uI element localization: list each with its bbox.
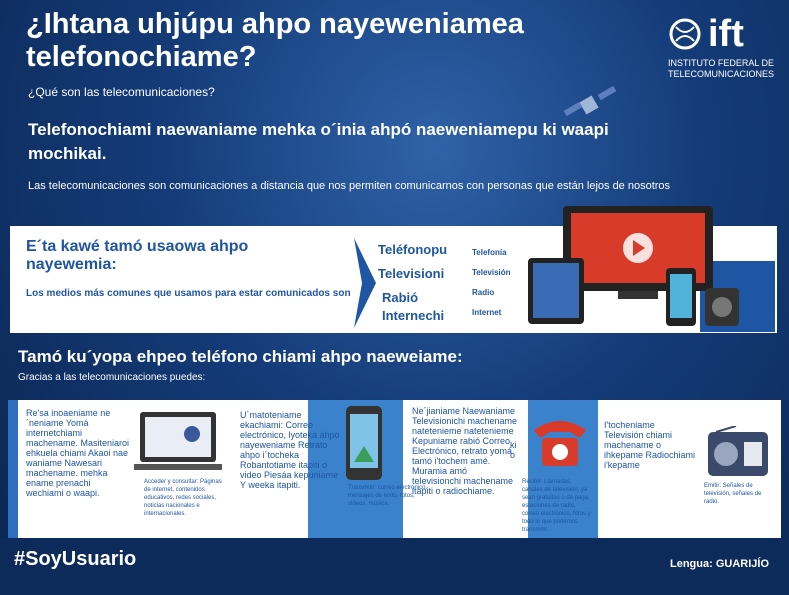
definition-spanish: Las telecomunicaciones son comunicaciones a distancia que nos permiten comunicarnos con personas que están lejos de nosotros xyxy=(28,180,671,192)
smartphone-icon xyxy=(344,406,384,480)
col-emit-spanish: Emitir: Señales de televisión, señales de radio. xyxy=(704,483,762,505)
col-access-spanish: Acceder y consultar: Páginas de internet, contenidos educativos, redes sociales, noticias nacionales e internacionales. xyxy=(144,479,222,517)
laptop-icon xyxy=(134,412,222,476)
chevron-right-icon xyxy=(354,238,376,328)
hashtag-label: #SoyUsuario xyxy=(14,548,137,570)
media-heading: E´ta kawé tamó usaowa ahpo nayewemia: xyxy=(26,238,249,273)
media-es-radio: Radio xyxy=(472,288,495,297)
col-transmit-spanish: Transmitir: correo electrónico, mensajes de texto, fotos, videos, música. xyxy=(348,485,428,507)
media-item-phone: Teléfonopu xyxy=(378,242,448,257)
col-access-text: Re'sa inoaeniame ne´neniame Yomá internetchiami machename. Masiteniaroi ehkuela chiami Akaoi nae waniame Nawesari machename. mehka ename prenachi wechiami o waapi. xyxy=(26,408,130,498)
media-item-radio: Rabió xyxy=(382,290,419,305)
media-spanish: Los medios más comunes que usamos para estar comunicados son xyxy=(26,288,351,299)
col-emit-text: I'tocheniame Televisión chiami machename o ihkepame Radiochiami i'kepame xyxy=(604,420,696,470)
devices-illustration xyxy=(520,206,782,332)
page-subtitle: ¿Qué son las telecomunicaciones? xyxy=(28,85,215,99)
uses-spanish: Gracias a las telecomunicaciones puedes: xyxy=(18,372,206,383)
telephone-icon xyxy=(530,412,590,468)
uses-panel xyxy=(8,400,781,538)
col-transmit-text: U´matoteniame ekachiami: Correo electrónico, lyoteka ahpo nayeweniame Retrato ahpo i´tocheka Robantotiame itapiti o video Piesáa kepúniame Y weeka itapiti. xyxy=(240,410,340,490)
language-label: Lengua: GUARIJÍO xyxy=(670,558,770,570)
col-receive-extra: ki o xyxy=(510,440,517,460)
col-receive-text: Ne´jianiame Naewaniame Televisionichi machename natetenieme natetenieme Kepuniame rabió Correo Electrónico, retrato yomá tamó i'tochem amé. Muramia amó televisionchi machename itapiti o radiochiame. xyxy=(412,406,518,496)
media-es-internet: Internet xyxy=(472,308,502,317)
media-es-tv: Televisión xyxy=(472,268,511,277)
page-title: ¿Ihtana uhjúpu ahpo nayeweniamea telefonochiame? xyxy=(26,8,524,73)
logo-wordmark: ift xyxy=(708,13,744,55)
media-item-internet: Internechi xyxy=(382,308,445,323)
media-es-phone: Telefonía xyxy=(472,248,507,257)
col-receive-spanish: Recibir: Llamadas, canales de televisión, ya sean gratuitas o de paga, estaciones de radio, correo electrónico, fotos y todo lo que podemos transmitir. xyxy=(522,479,591,533)
logo-institution: INSTITUTO FEDERAL DE TELECOMUNICACIONES xyxy=(668,58,775,79)
ift-logo xyxy=(668,14,778,80)
stripe-left xyxy=(8,400,18,538)
radio-icon xyxy=(706,426,770,478)
ift-globe-icon xyxy=(668,17,702,51)
definition-text: Telefonochiami naewaniame mehka o´inia ahpó naeweniamepu ki waapi mochikai. xyxy=(28,120,609,163)
media-item-tv: Televisioni xyxy=(378,266,445,281)
uses-heading: Tamó ku´yopa ehpeo teléfono chiami ahpo naeweiame: xyxy=(18,347,463,366)
